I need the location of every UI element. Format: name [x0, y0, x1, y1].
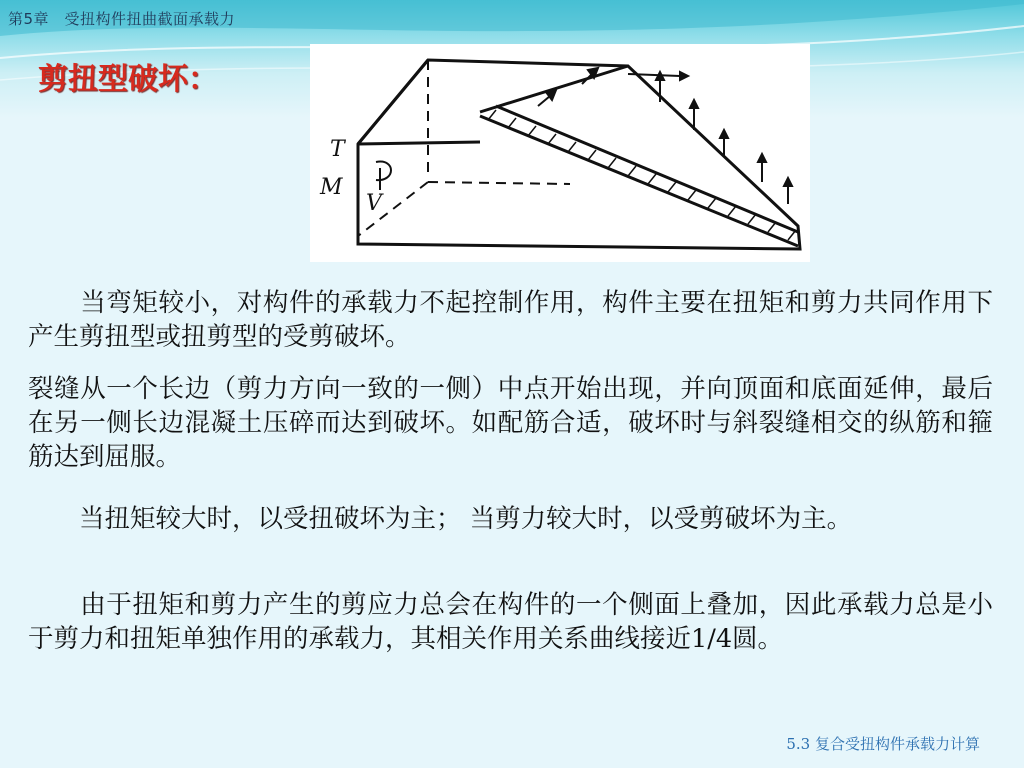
- paragraph-2: 裂缝从一个长边（剪力方向一致的一侧）中点开始出现，并向顶面和底面延伸，最后在另一侧长边混凝土压碎而达到破坏。如配筋合适，破坏时与斜裂缝相交的纵筋和箍筋达到屈服。: [28, 374, 993, 472]
- slide-title: 剪扭型破坏：: [38, 62, 218, 97]
- torque-label: T: [330, 137, 345, 162]
- beam-failure-diagram: [310, 44, 810, 262]
- paragraph-1: 当弯矩较小，对构件的承载力不起控制作用，构件主要在扭矩和剪力共同作用下产生剪扭型或扭剪型的受剪破坏。: [28, 288, 993, 352]
- paragraph-3: 当扭矩较大时，以受扭破坏为主； 当剪力较大时，以受剪破坏为主。: [28, 504, 853, 534]
- shear-torsion-figure: [310, 44, 810, 262]
- paragraph-4: 由于扭矩和剪力产生的剪应力总会在构件的一个侧面上叠加，因此承载力总是小于剪力和扭矩单独作用的承载力，其相关作用关系曲线接近1/4圆。: [28, 590, 993, 654]
- shear-label: V: [366, 191, 382, 216]
- crack-hatching: [488, 110, 796, 240]
- footer-section-label: 5.3 复合受扭构件承载力计算: [786, 735, 980, 753]
- chapter-label: 第5章 受扭构件扭曲截面承载力: [8, 10, 236, 28]
- moment-label: M: [320, 175, 343, 200]
